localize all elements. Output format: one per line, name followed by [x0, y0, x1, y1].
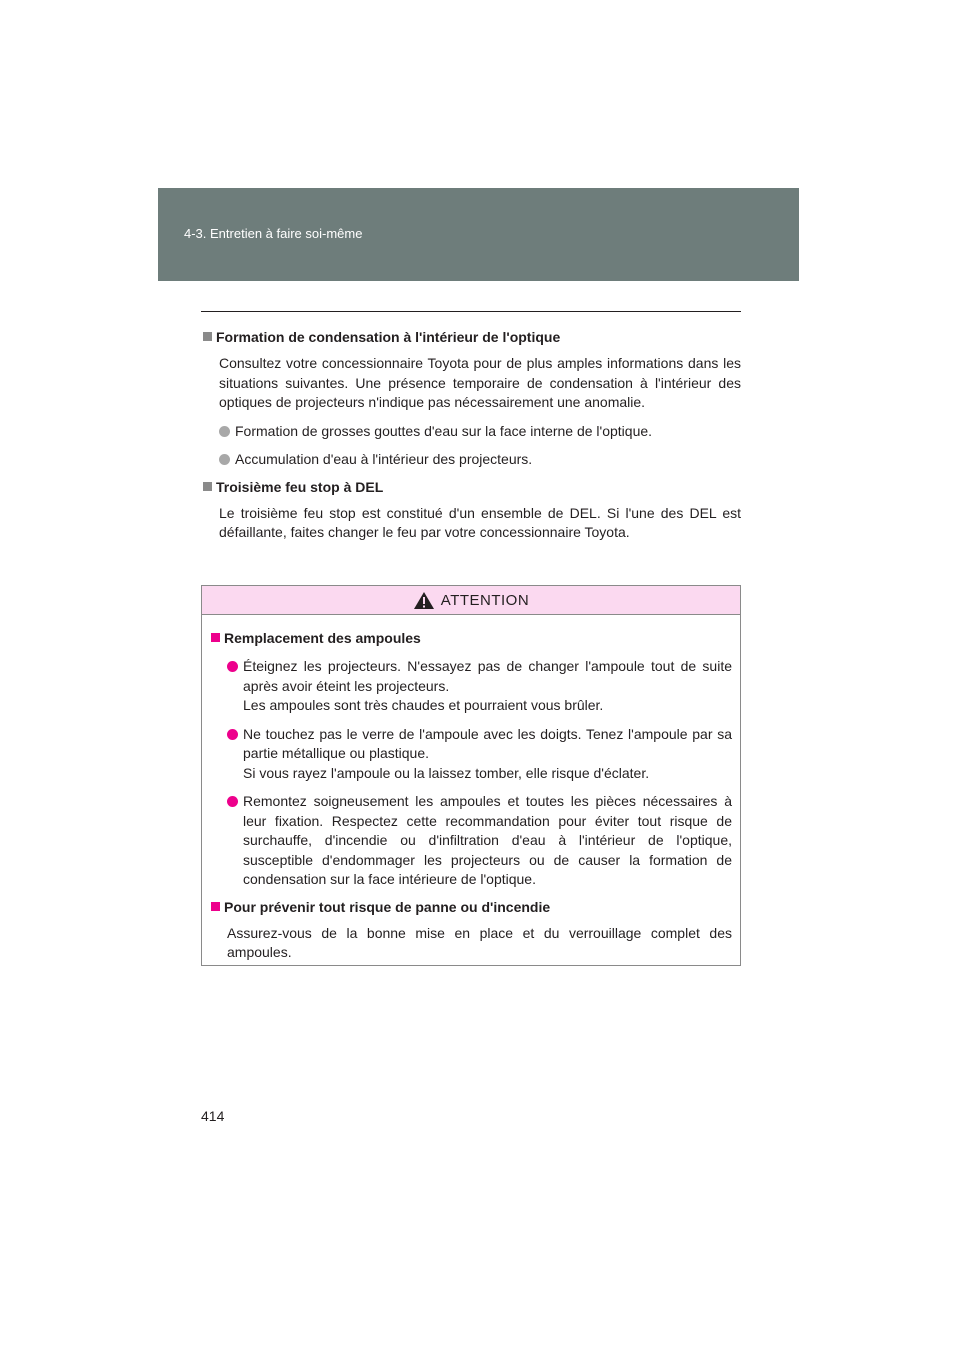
warning-label: ATTENTION	[440, 591, 530, 609]
list-item-text: Accumulation d'eau à l'intérieur des projecteurs.	[235, 451, 533, 467]
list-item-note: Les ampoules sont très chaudes et pourraient vous brûler.	[243, 697, 604, 713]
subsection-heading-text: Remplacement des ampoules	[224, 630, 421, 646]
divider	[201, 311, 741, 312]
warning-header	[202, 586, 740, 615]
list-item	[227, 792, 732, 890]
round-bullet-icon	[219, 454, 230, 465]
subsection-heading	[201, 328, 741, 347]
list-item-content	[243, 725, 732, 784]
list-item-text: Éteignez les projecteurs. N'essayez pas de changer l'ampoule tout de suite après avoir éteint les projecteurs.	[243, 658, 732, 694]
subsection-heading-text: Troisième feu stop à DEL	[216, 478, 384, 495]
section-title: 4-3. Entretien à faire soi-même	[184, 226, 363, 241]
subsection-heading	[201, 478, 741, 497]
warning-body	[202, 615, 740, 963]
page-number: 414	[201, 1108, 225, 1124]
warning-triangle-icon	[413, 591, 435, 610]
list-item	[219, 450, 741, 470]
list-item	[227, 725, 732, 784]
list-item-text: Remontez soigneusement les ampoules et toutes les pièces nécessaires à leur fixation. Respectez cette recommandation pour éviter tout risque de surchauffe, d'incendie ou d'infiltration d'eau à l'intérieur de l'optique, susceptible d'endommager les projecteurs ou de causer la formation de condensation sur la face intérieure de l'optique.	[243, 793, 732, 887]
subsection-heading	[209, 898, 732, 917]
round-bullet-icon	[227, 796, 238, 807]
round-bullet-icon	[227, 729, 238, 740]
paragraph: Le troisième feu stop est constitué d'un ensemble de DEL. Si l'une des DEL est défaillante, faites changer le feu par votre concessionnaire Toyota.	[219, 504, 741, 540]
warning-box	[201, 585, 741, 966]
square-bullet-icon	[211, 902, 220, 911]
subsection-heading-text: Pour prévenir tout risque de panne ou d'incendie	[224, 898, 551, 915]
section-header-band	[158, 188, 799, 281]
square-bullet-icon	[203, 482, 212, 491]
square-bullet-icon	[203, 332, 212, 341]
round-bullet-icon	[219, 426, 230, 437]
main-content	[201, 326, 741, 543]
list-item-text: Formation de grosses gouttes d'eau sur la face interne de l'optique.	[235, 422, 653, 439]
subsection-heading	[209, 629, 732, 648]
paragraph: Consultez votre concessionnaire Toyota pour de plus amples informations dans les situations suivantes. Une présence temporaire de condensation à l'intérieur des optiques de projecteurs n'indique pas nécessairement une anomalie.	[219, 355, 741, 410]
paragraph: Assurez-vous de la bonne mise en place et du verrouillage complet des ampoules.	[227, 924, 732, 960]
round-bullet-icon	[227, 661, 238, 672]
list-item-content	[243, 657, 732, 716]
list-item-note: Si vous rayez l'ampoule ou la laissez tomber, elle risque d'éclater.	[243, 764, 650, 781]
list-item	[219, 422, 741, 442]
square-bullet-icon	[211, 633, 220, 642]
list-item	[227, 657, 732, 716]
list-item-text: Ne touchez pas le verre de l'ampoule avec les doigts. Tenez l'ampoule par sa partie métallique ou plastique.	[243, 725, 732, 761]
subsection-heading-text: Formation de condensation à l'intérieur de l'optique	[216, 329, 561, 345]
